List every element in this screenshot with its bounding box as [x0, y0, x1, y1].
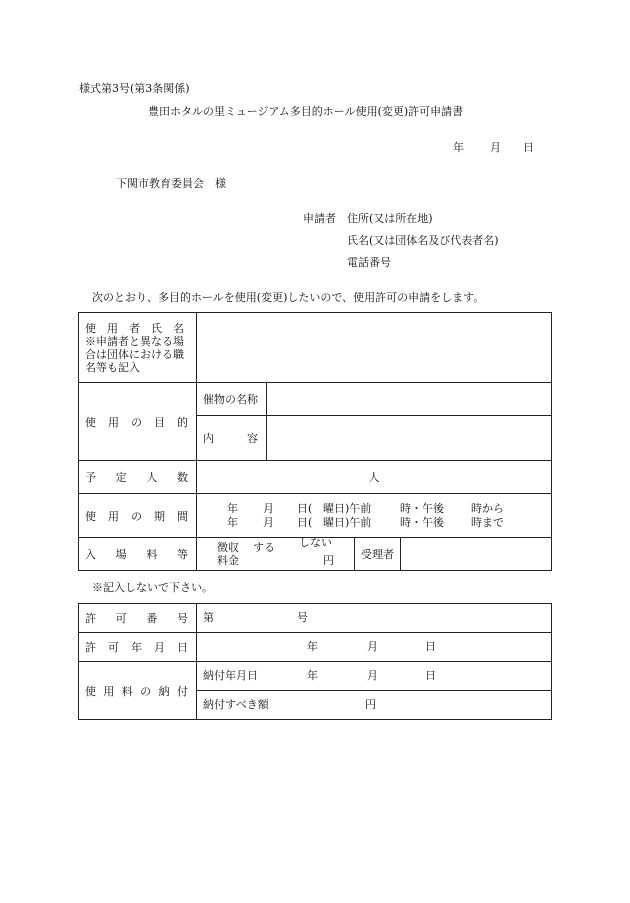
- permit-number-label: 許 可 番 号: [85, 612, 188, 625]
- period-label-cell: [79, 494, 197, 538]
- form-title: 豊田ホタルの里ミュージアム多目的ホール使用(変更)許可申請書: [148, 105, 464, 118]
- event-name-label: 催物の名称: [197, 383, 267, 416]
- permit-date-day: 日: [425, 640, 436, 653]
- period-label: 使 用 の 期 間: [85, 509, 188, 523]
- people-field[interactable]: [197, 461, 552, 494]
- receiver-label: 受理者: [355, 538, 401, 571]
- date-month: 月: [490, 141, 501, 154]
- fee-yen: 円: [323, 554, 334, 567]
- payment-date-month: 月: [367, 669, 378, 682]
- payment-date-label: 納付年月日: [203, 669, 258, 682]
- period-start-year: 年: [227, 501, 238, 515]
- period-end-time: 時・午後: [400, 515, 444, 529]
- payment-date-year: 年: [307, 669, 318, 682]
- content-field[interactable]: [267, 416, 552, 461]
- permit-date-month: 月: [367, 640, 378, 653]
- payment-label: 使 用 料 の 納 付: [85, 684, 188, 698]
- fee-collect: 徴収: [217, 541, 239, 554]
- application-table: [78, 312, 552, 571]
- user-note-2: 合は団体における職: [85, 347, 184, 361]
- row-permit-date: [79, 633, 552, 662]
- applicant-address: 住所(又は所在地): [347, 212, 433, 225]
- user-note-3: 名等も記入: [85, 360, 140, 374]
- payment-date-field[interactable]: [197, 662, 552, 691]
- period-start-end: 時から: [471, 501, 504, 515]
- date-year: 年: [453, 141, 464, 154]
- office-use-table: [78, 603, 552, 720]
- row-payment-date: [79, 662, 552, 691]
- payment-yen: 円: [365, 698, 376, 711]
- receiver-field[interactable]: [401, 538, 552, 571]
- fee-yes[interactable]: する: [253, 541, 275, 554]
- period-field[interactable]: [197, 494, 552, 538]
- row-user-name: [79, 313, 552, 383]
- purpose-label-cell: [79, 383, 197, 461]
- user-name-label-cell: [79, 313, 197, 383]
- permit-date-label-cell: [79, 633, 197, 662]
- payment-amount-field[interactable]: [197, 691, 552, 720]
- payment-amount-label: 納付すべき額: [203, 698, 269, 711]
- purpose-label: 使 用 の 目 的: [85, 415, 188, 429]
- permit-date-label: 許 可 年 月 日: [85, 641, 188, 654]
- applicant-label: 申請者: [303, 212, 336, 225]
- office-use-note: ※記入しないで下さい。: [92, 581, 213, 594]
- row-people: [79, 461, 552, 494]
- intro-text: 次のとおり、多目的ホールを使用(変更)したいので、使用許可の申請をします。: [92, 291, 485, 304]
- period-start-month: 月: [263, 501, 274, 515]
- period-end-year: 年: [227, 515, 238, 529]
- period-start-time: 時・午後: [400, 501, 444, 515]
- permit-number-prefix: 第: [203, 611, 214, 624]
- fee-field[interactable]: [197, 538, 355, 571]
- applicant-phone: 電話番号: [347, 256, 391, 269]
- addressee: 下関市教育委員会 様: [116, 177, 226, 190]
- period-end-end: 時まで: [471, 515, 504, 529]
- content-label-cell: [197, 416, 267, 461]
- row-purpose-event: [79, 383, 552, 416]
- people-label-cell: [79, 461, 197, 494]
- permit-date-year: 年: [307, 640, 318, 653]
- event-name-field[interactable]: [267, 383, 552, 416]
- period-start-day: 日(: [297, 501, 313, 515]
- user-name-field[interactable]: [197, 313, 552, 383]
- period-end-month: 月: [263, 515, 274, 529]
- date-day: 日: [523, 141, 534, 154]
- period-end-weekday: 曜日)午前: [323, 515, 372, 529]
- payment-date-day: 日: [425, 669, 436, 682]
- period-end-day: 日(: [297, 515, 313, 529]
- permit-number-field[interactable]: [197, 604, 552, 633]
- permit-date-field[interactable]: [197, 633, 552, 662]
- user-note-1: ※申請者と異なる場: [85, 334, 184, 348]
- payment-label-cell: [79, 662, 197, 720]
- row-permit-number: [79, 604, 552, 633]
- permit-number-label-cell: [79, 604, 197, 633]
- user-name-label: 使 用 者 氏 名: [85, 321, 184, 335]
- content-label: 内 容: [203, 432, 258, 445]
- row-period: [79, 494, 552, 538]
- fee-no[interactable]: しない: [299, 536, 332, 549]
- people-unit: 人: [368, 471, 380, 484]
- fee-label-cell: [79, 538, 197, 571]
- fee-label: 入 場 料 等: [85, 548, 188, 561]
- fee-amount-label: 料金: [217, 554, 239, 567]
- people-label: 予 定 人 数: [85, 471, 188, 484]
- applicant-name: 氏名(又は団体名及び代表者名): [347, 234, 499, 247]
- period-start-weekday: 曜日)午前: [323, 501, 372, 515]
- form-number: 様式第3号(第3条関係): [79, 82, 190, 95]
- row-fee: [79, 538, 552, 571]
- permit-number-suffix: 号: [297, 611, 308, 624]
